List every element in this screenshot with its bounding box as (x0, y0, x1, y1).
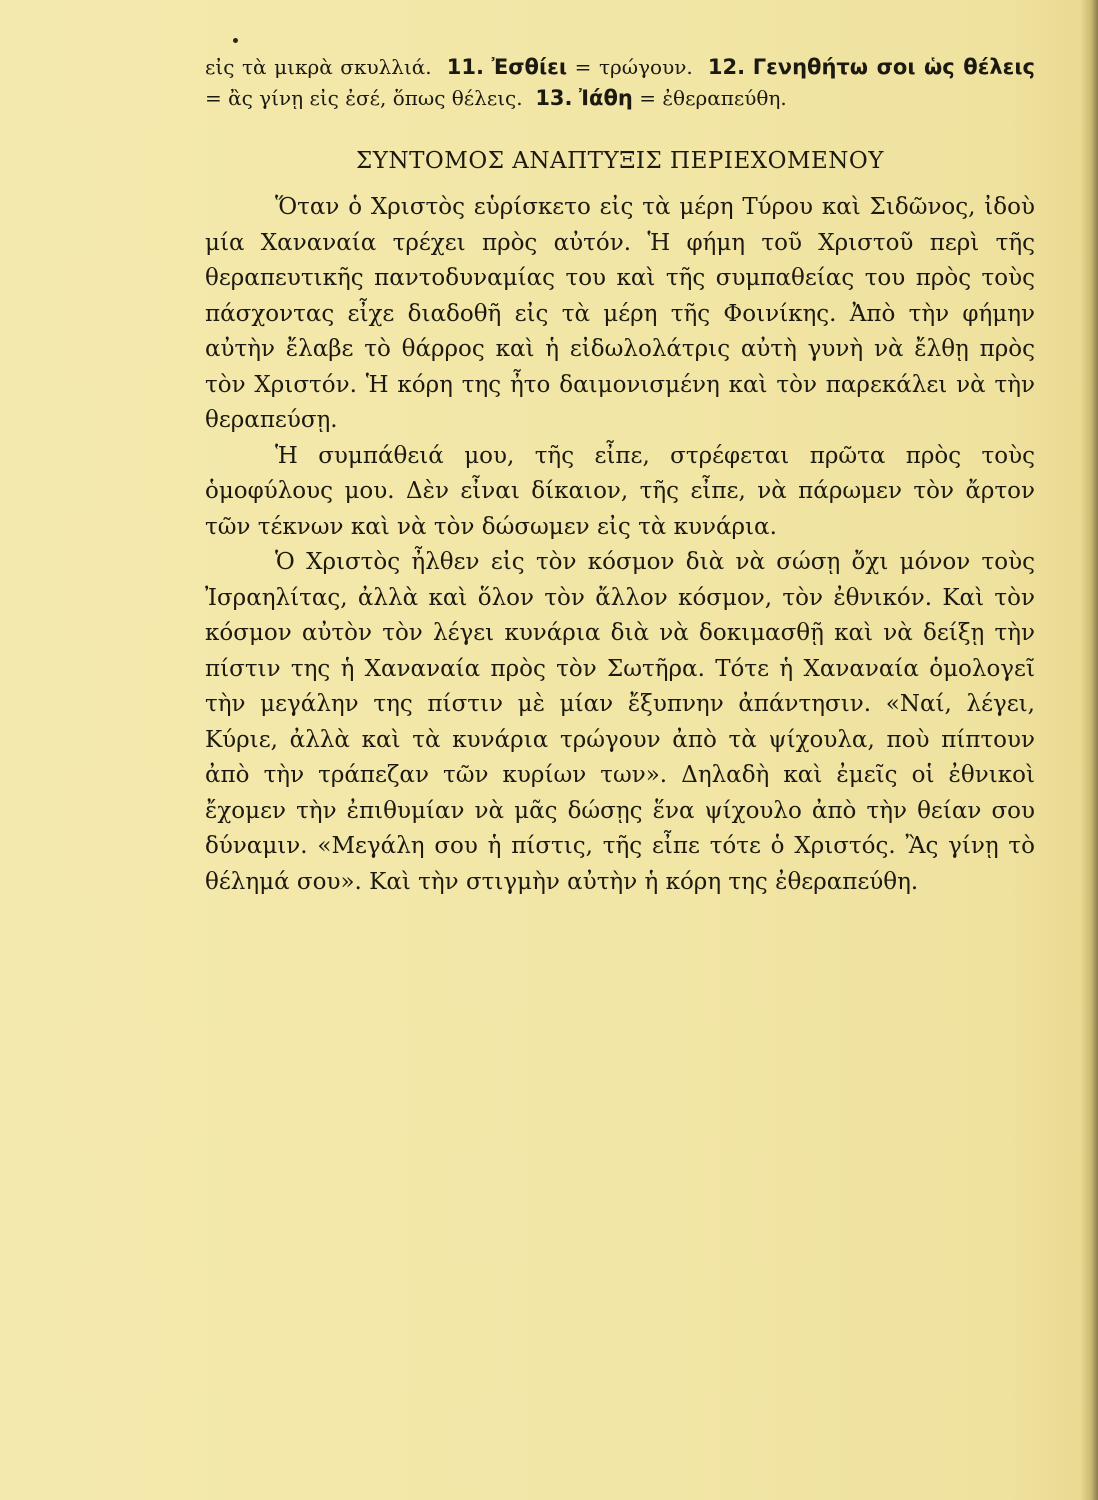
note-11-number: 11. (446, 55, 484, 79)
body-text (205, 190, 1035, 900)
note-11-definition: = τρώγουν. (574, 55, 693, 79)
note-11-term: Ἐσθίει (491, 55, 568, 79)
paragraph-1: Ὅταν ὁ Χριστὸς εὑρίσκετο εἰς τὰ μέρη Τύρου καὶ Σιδῶνος, ἰδοὺ μία Χαναναία τρέχει πρὸς αὐτόν. Ἡ φήμη τοῦ Χριστοῦ περὶ τῆς θεραπευτικῆς παντοδυναμίας του καὶ τῆς συμπαθείας του πρὸς τοὺς πάσχοντας εἶχε διαδοθῆ εἰς τὰ μέρη τῆς Φοινίκης. Ἀπὸ τὴν φήμην αὐτὴν ἔλαβε τὸ θάρρος καὶ ἡ εἰδωλολάτρις αὐτὴ γυνὴ νὰ ἔλθῃ πρὸς τὸν Χριστόν. Ἡ κόρη της ἦτο δαιμονισμένη καὶ τὸν παρεκάλει νὰ τὴν θεραπεύσῃ. (205, 194, 1035, 433)
note-12-definition: = ἂς γίνῃ εἰς ἐσέ, ὅπως θέλεις. (205, 86, 523, 110)
paragraph-3: Ὁ Χριστὸς ἦλθεν εἰς τὸν κόσμον διὰ νὰ σώσῃ ὄχι μόνον τοὺς Ἰσραηλίτας, ἀλλὰ καὶ ὅλον τὸν ἄλλον κόσμον, τὸν ἐθνικόν. Καὶ τὸν κόσμον αὐτὸν τὸν λέγει κυνάρια διὰ νὰ δοκιμασθῇ καὶ νὰ δείξῃ τὴν πίστιν της ἡ Χαναναία πρὸς τὸν Σωτῆρα. Τότε ἡ Χαναναία ὁμολογεῖ τὴν μεγάλην της πίστιν μὲ μίαν ἔξυπνην ἀπάντησιν. «Ναί, λέγει, Κύριε, ἀλλὰ καὶ τὰ κυνάρια τρώγουν ἀπὸ τὰ ψίχουλα, ποὺ πίπτουν ἀπὸ τὴν τράπεζαν τῶν κυρίων των». Δηλαδὴ καὶ ἐμεῖς οἱ ἐθνικοὶ ἔχομεν τὴν ἐπιθυμίαν νὰ μᾶς δώσῃς ἕνα ψίχουλο ἀπὸ τὴν θείαν σου δύναμιν. «Μεγάλη σου ἡ πίστις, τῆς εἶπε τότε ὁ Χριστός. Ἂς γίνῃ τὸ θέλημά σου». Καὶ τὴν στιγμὴν αὐτὴν ἡ κόρη της ἐθεραπεύθη. (205, 549, 1035, 895)
note-13-term: Ἰάθη (578, 86, 633, 110)
page-edge-shadow (1080, 0, 1098, 1500)
ink-speck (233, 38, 238, 43)
paragraph-2: Ἡ συμπάθειά μου, τῆς εἶπε, στρέφεται πρῶτα πρὸς τοὺς ὁμοφύλους μου. Δὲν εἶναι δίκαιον, τῆς εἶπε, νὰ πάρωμεν τὸν ἄρτον τῶν τέκνων καὶ νὰ τὸν δώσωμεν εἰς τὰ κυνάρια. (205, 442, 1035, 540)
note-12-term: Γενηθήτω σοι ὡς θέλεις (752, 55, 1036, 79)
page-content (205, 52, 1035, 900)
note-12-number: 12. (707, 55, 746, 79)
note-10-tail: εἰς τὰ μικρὰ σκυλλιά. (205, 55, 432, 79)
note-13-number: 13. (535, 86, 573, 110)
note-13-definition: = ἐθεραπεύθη. (639, 86, 787, 110)
section-title: ΣΥΝΤΟΜΟΣ ΑΝΑΠΤΥΞΙΣ ΠΕΡΙΕΧΟΜΕΝΟΥ (356, 148, 884, 174)
footnote-glossary (205, 52, 1035, 114)
